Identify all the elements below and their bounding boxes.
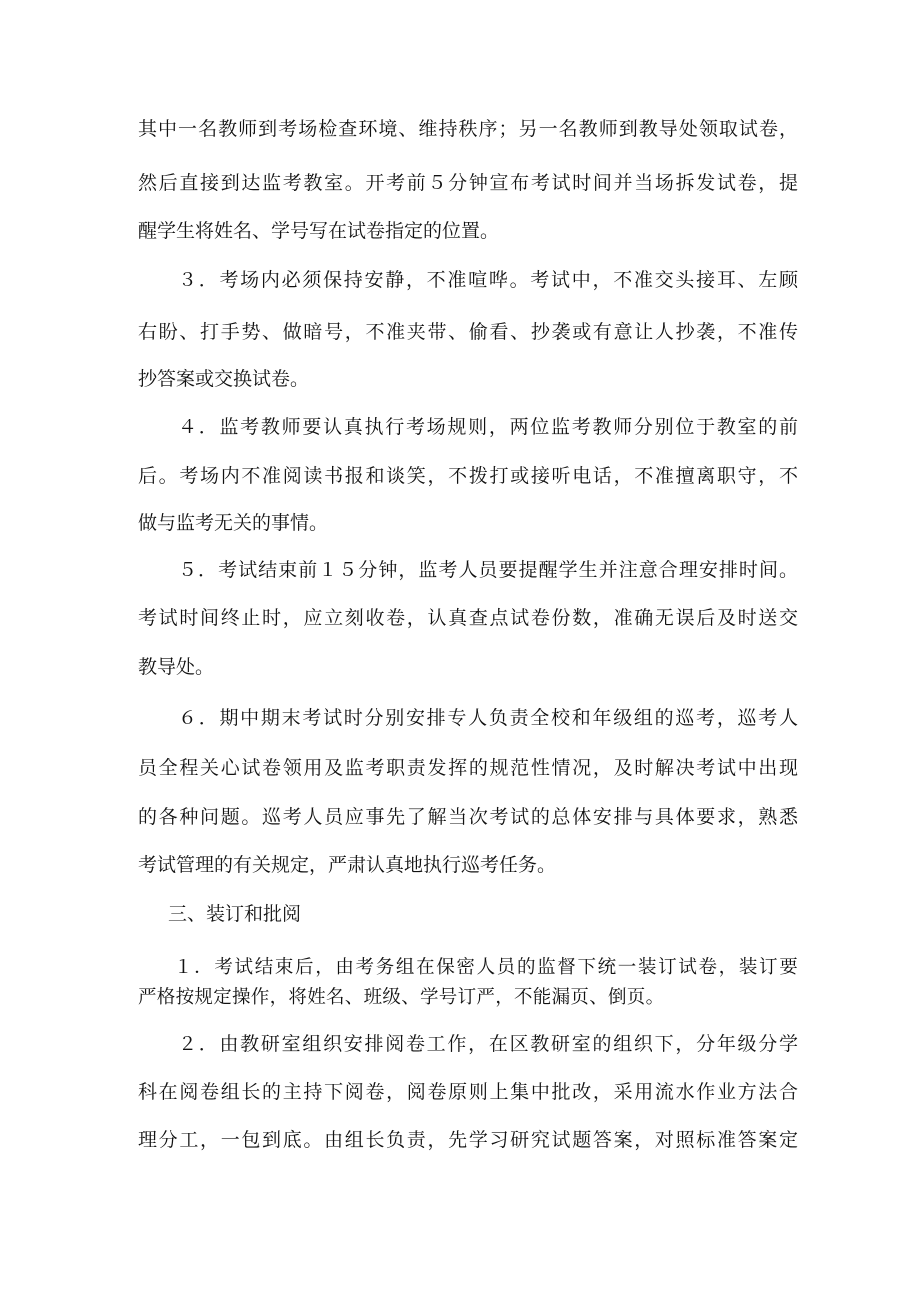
list-item-3-line: 右盼、打手势、做暗号，不准夹带、偷看、抄袭或有意让人抄袭，不准传 bbox=[138, 321, 798, 343]
section-heading: 三、装订和批阅 bbox=[168, 903, 302, 925]
list-item-6-line: ６．期中期末考试时分别安排专人负责全校和年级组的巡考，巡考人 bbox=[178, 707, 798, 729]
list-item-4-line: ４．监考教师要认真执行考场规则，两位监考教师分别位于教室的前 bbox=[178, 416, 798, 438]
binding-item-2-line: 理分工，一包到底。由组长负责，先学习研究试题答案，对照标准答案定 bbox=[138, 1129, 798, 1151]
list-item-3-line: 抄答案或交换试卷。 bbox=[138, 368, 310, 390]
list-item-5-line: 教导处。 bbox=[138, 656, 215, 678]
paragraph-line: 醒学生将姓名、学号写在试卷指定的位置。 bbox=[138, 220, 500, 242]
binding-item-1-line: １．考试结束后，由考务组在保密人员的监督下统一装订试卷，装订要 bbox=[174, 957, 798, 978]
list-item-6-line: 的各种问题。巡考人员应事先了解当次考试的总体安排与具体要求，熟悉 bbox=[138, 806, 798, 828]
list-item-6-line: 员全程关心试卷领用及监考职责发挥的规范性情况，及时解决考试中出现 bbox=[138, 757, 798, 779]
paragraph-line: 然后直接到达监考教室。开考前５分钟宣布考试时间并当场拆发试卷，提 bbox=[138, 172, 798, 194]
list-item-5-line: ５．考试结束前１５分钟，监考人员要提醒学生并注意合理安排时间。 bbox=[178, 559, 798, 581]
list-item-5-line: 考试时间终止时，应立刻收卷，认真查点试卷份数，准确无误后及时送交 bbox=[138, 607, 798, 629]
list-item-4-line: 做与监考无关的事情。 bbox=[138, 512, 329, 534]
list-item-6-line: 考试管理的有关规定，严肃认真地执行巡考任务。 bbox=[138, 854, 557, 876]
binding-item-2-line: ２．由教研室组织安排阅卷工作，在区教研室的组织下，分年级分学 bbox=[178, 1033, 798, 1055]
binding-item-1-line: 严格按规定操作，将姓名、班级、学号订严，不能漏页、倒页。 bbox=[138, 987, 665, 1008]
list-item-4-line: 后。考场内不准阅读书报和谈笑，不拨打或接听电话，不准擅离职守，不 bbox=[138, 465, 798, 487]
paragraph-line: 其中一名教师到考场检查环境、维持秩序；另一名教师到教导处领取试卷， bbox=[138, 118, 798, 140]
binding-item-2-line: 科在阅卷组长的主持下阅卷，阅卷原则上集中批改，采用流水作业方法合 bbox=[138, 1081, 798, 1103]
list-item-3-line: ３．考场内必须保持安静，不准喧哗。考试中，不准交头接耳、左顾 bbox=[178, 269, 798, 291]
